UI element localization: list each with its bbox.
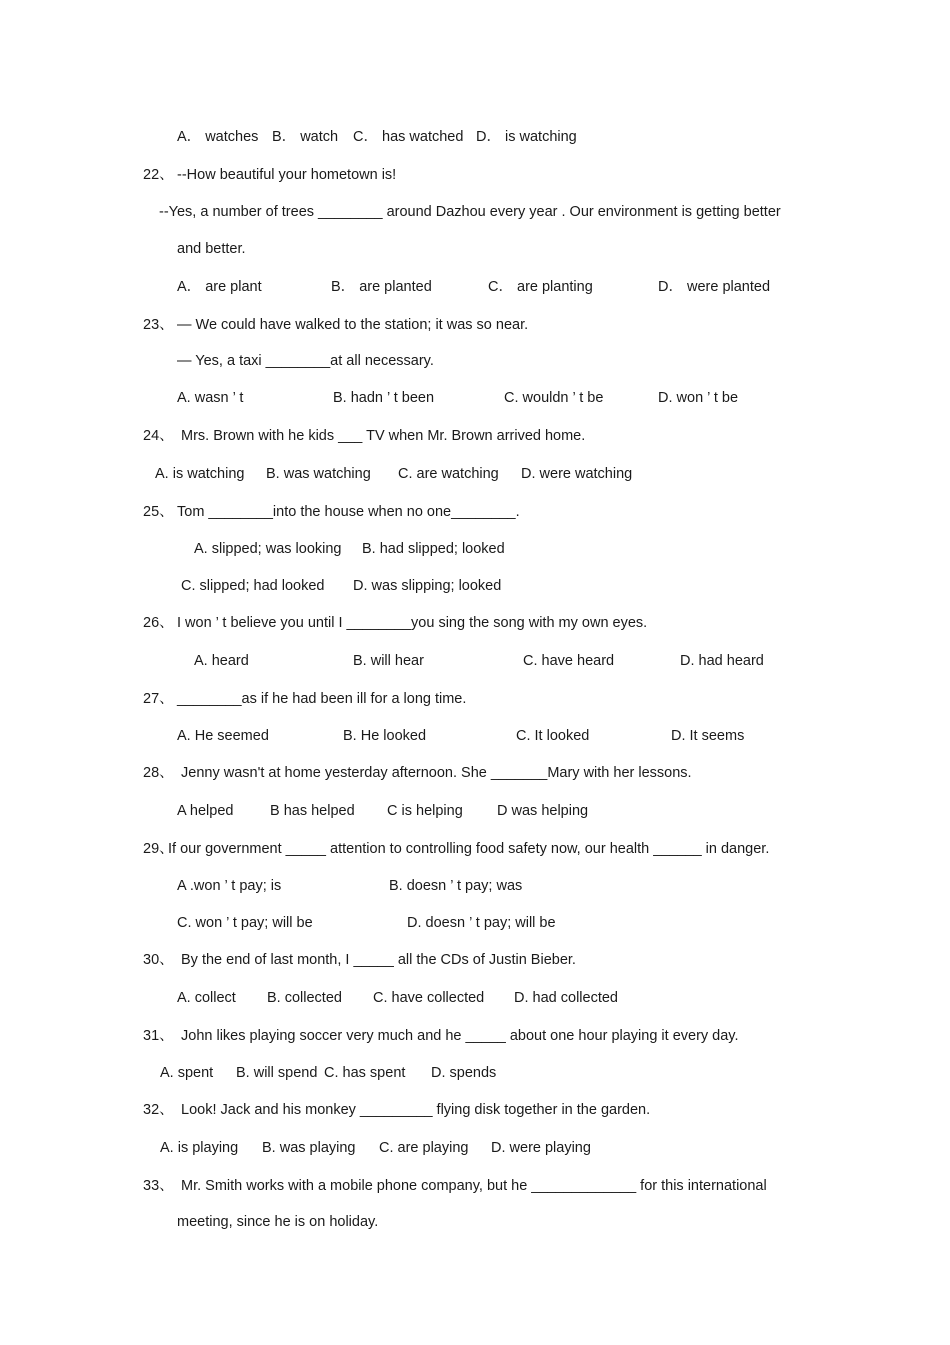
question-number: 31、 bbox=[143, 1028, 174, 1044]
option-c: C. won ’ t pay; will be bbox=[177, 915, 313, 931]
option-d: D. won ’ t be bbox=[658, 390, 739, 406]
option-b: B. He looked bbox=[343, 728, 427, 744]
option-b: B. collected bbox=[267, 990, 342, 1006]
option-a: A .won ’ t pay; is bbox=[177, 878, 282, 894]
option-c: C． has watched bbox=[353, 129, 464, 145]
question-number: 22、 bbox=[143, 167, 174, 183]
option-b: B. will spend bbox=[236, 1065, 318, 1081]
option-d: D． is watching bbox=[476, 129, 577, 145]
option-c: C. wouldn ’ t be bbox=[504, 390, 604, 406]
option-c: C is helping bbox=[387, 803, 463, 819]
option-a: A helped bbox=[177, 803, 234, 819]
option-a: A. He seemed bbox=[177, 728, 269, 744]
question-number: 27、 bbox=[143, 691, 174, 707]
question-text: — Yes, a taxi ________at all necessary. bbox=[177, 353, 434, 369]
question-text: John likes playing soccer very much and he _____ about one hour playing it every day. bbox=[181, 1028, 739, 1044]
option-b: B. hadn ’ t been bbox=[333, 390, 435, 406]
option-b: B. was watching bbox=[266, 466, 371, 482]
option-a: A. is playing bbox=[160, 1140, 239, 1156]
question-text: Tom ________into the house when no one________. bbox=[177, 504, 520, 520]
question-text: and better. bbox=[177, 241, 246, 257]
option-d: D. were watching bbox=[521, 466, 633, 482]
question-text: ________as if he had been ill for a long time. bbox=[177, 691, 467, 707]
option-c: C. It looked bbox=[516, 728, 590, 744]
question-number: 26、 bbox=[143, 615, 174, 631]
question-text: By the end of last month, I _____ all the CDs of Justin Bieber. bbox=[181, 952, 576, 968]
option-a: A． are plant bbox=[177, 279, 262, 295]
question-number: 23、 bbox=[143, 317, 174, 333]
option-b: B. was playing bbox=[262, 1140, 356, 1156]
question-text: meeting, since he is on holiday. bbox=[177, 1214, 379, 1230]
option-d: D. doesn ’ t pay; will be bbox=[407, 915, 556, 931]
option-d: D. had collected bbox=[514, 990, 618, 1006]
option-c: C． are planting bbox=[488, 279, 593, 295]
question-number: 33、 bbox=[143, 1178, 174, 1194]
option-c: C. are watching bbox=[398, 466, 499, 482]
question-text: Mrs. Brown with he kids ___ TV when Mr. Brown arrived home. bbox=[181, 428, 586, 444]
option-b: B． are planted bbox=[331, 279, 432, 295]
question-text: Mr. Smith works with a mobile phone company, but he _____________ for this international bbox=[181, 1178, 767, 1194]
option-b: B has helped bbox=[270, 803, 355, 819]
option-d: D. It seems bbox=[671, 728, 745, 744]
question-text: I won ’ t believe you until I ________you sing the song with my own eyes. bbox=[177, 615, 648, 631]
option-b: B. had slipped; looked bbox=[362, 541, 505, 557]
question-text: Jenny wasn't at home yesterday afternoon. She _______Mary with her lessons. bbox=[181, 765, 692, 781]
option-a: A. spent bbox=[160, 1065, 214, 1081]
question-text: If our government _____ attention to controlling food safety now, our health ______ in danger. bbox=[168, 841, 770, 857]
option-a: A. heard bbox=[194, 653, 249, 669]
option-a: A. collect bbox=[177, 990, 236, 1006]
option-d: D was helping bbox=[497, 803, 589, 819]
option-b: B． watch bbox=[272, 129, 339, 145]
question-number: 29、 bbox=[143, 841, 174, 857]
question-number: 32、 bbox=[143, 1102, 174, 1118]
option-a: A. slipped; was looking bbox=[194, 541, 342, 557]
question-text: --Yes, a number of trees ________ around Dazhou every year . Our environment is getting better bbox=[159, 204, 781, 220]
option-a: A． watches bbox=[177, 129, 259, 145]
question-number: 24、 bbox=[143, 428, 174, 444]
option-a: A. wasn ’ t bbox=[177, 390, 244, 406]
option-d: D. had heard bbox=[680, 653, 764, 669]
option-d: D. spends bbox=[431, 1065, 497, 1081]
option-d: D. was slipping; looked bbox=[353, 578, 502, 594]
option-c: C. has spent bbox=[324, 1065, 406, 1081]
option-b: B. will hear bbox=[353, 653, 424, 669]
option-c: C. slipped; had looked bbox=[181, 578, 325, 594]
question-number: 30、 bbox=[143, 952, 174, 968]
option-b: B. doesn ’ t pay; was bbox=[389, 878, 523, 894]
question-number: 28、 bbox=[143, 765, 174, 781]
option-c: C. have heard bbox=[523, 653, 615, 669]
option-d: D． were planted bbox=[658, 279, 771, 295]
option-c: C. are playing bbox=[379, 1140, 469, 1156]
question-text: --How beautiful your hometown is! bbox=[177, 167, 397, 183]
option-d: D. were playing bbox=[491, 1140, 591, 1156]
question-text: — We could have walked to the station; it was so near. bbox=[177, 317, 529, 333]
option-a: A. is watching bbox=[155, 466, 245, 482]
question-text: Look! Jack and his monkey _________ flying disk together in the garden. bbox=[181, 1102, 651, 1118]
option-c: C. have collected bbox=[373, 990, 485, 1006]
question-number: 25、 bbox=[143, 504, 174, 520]
